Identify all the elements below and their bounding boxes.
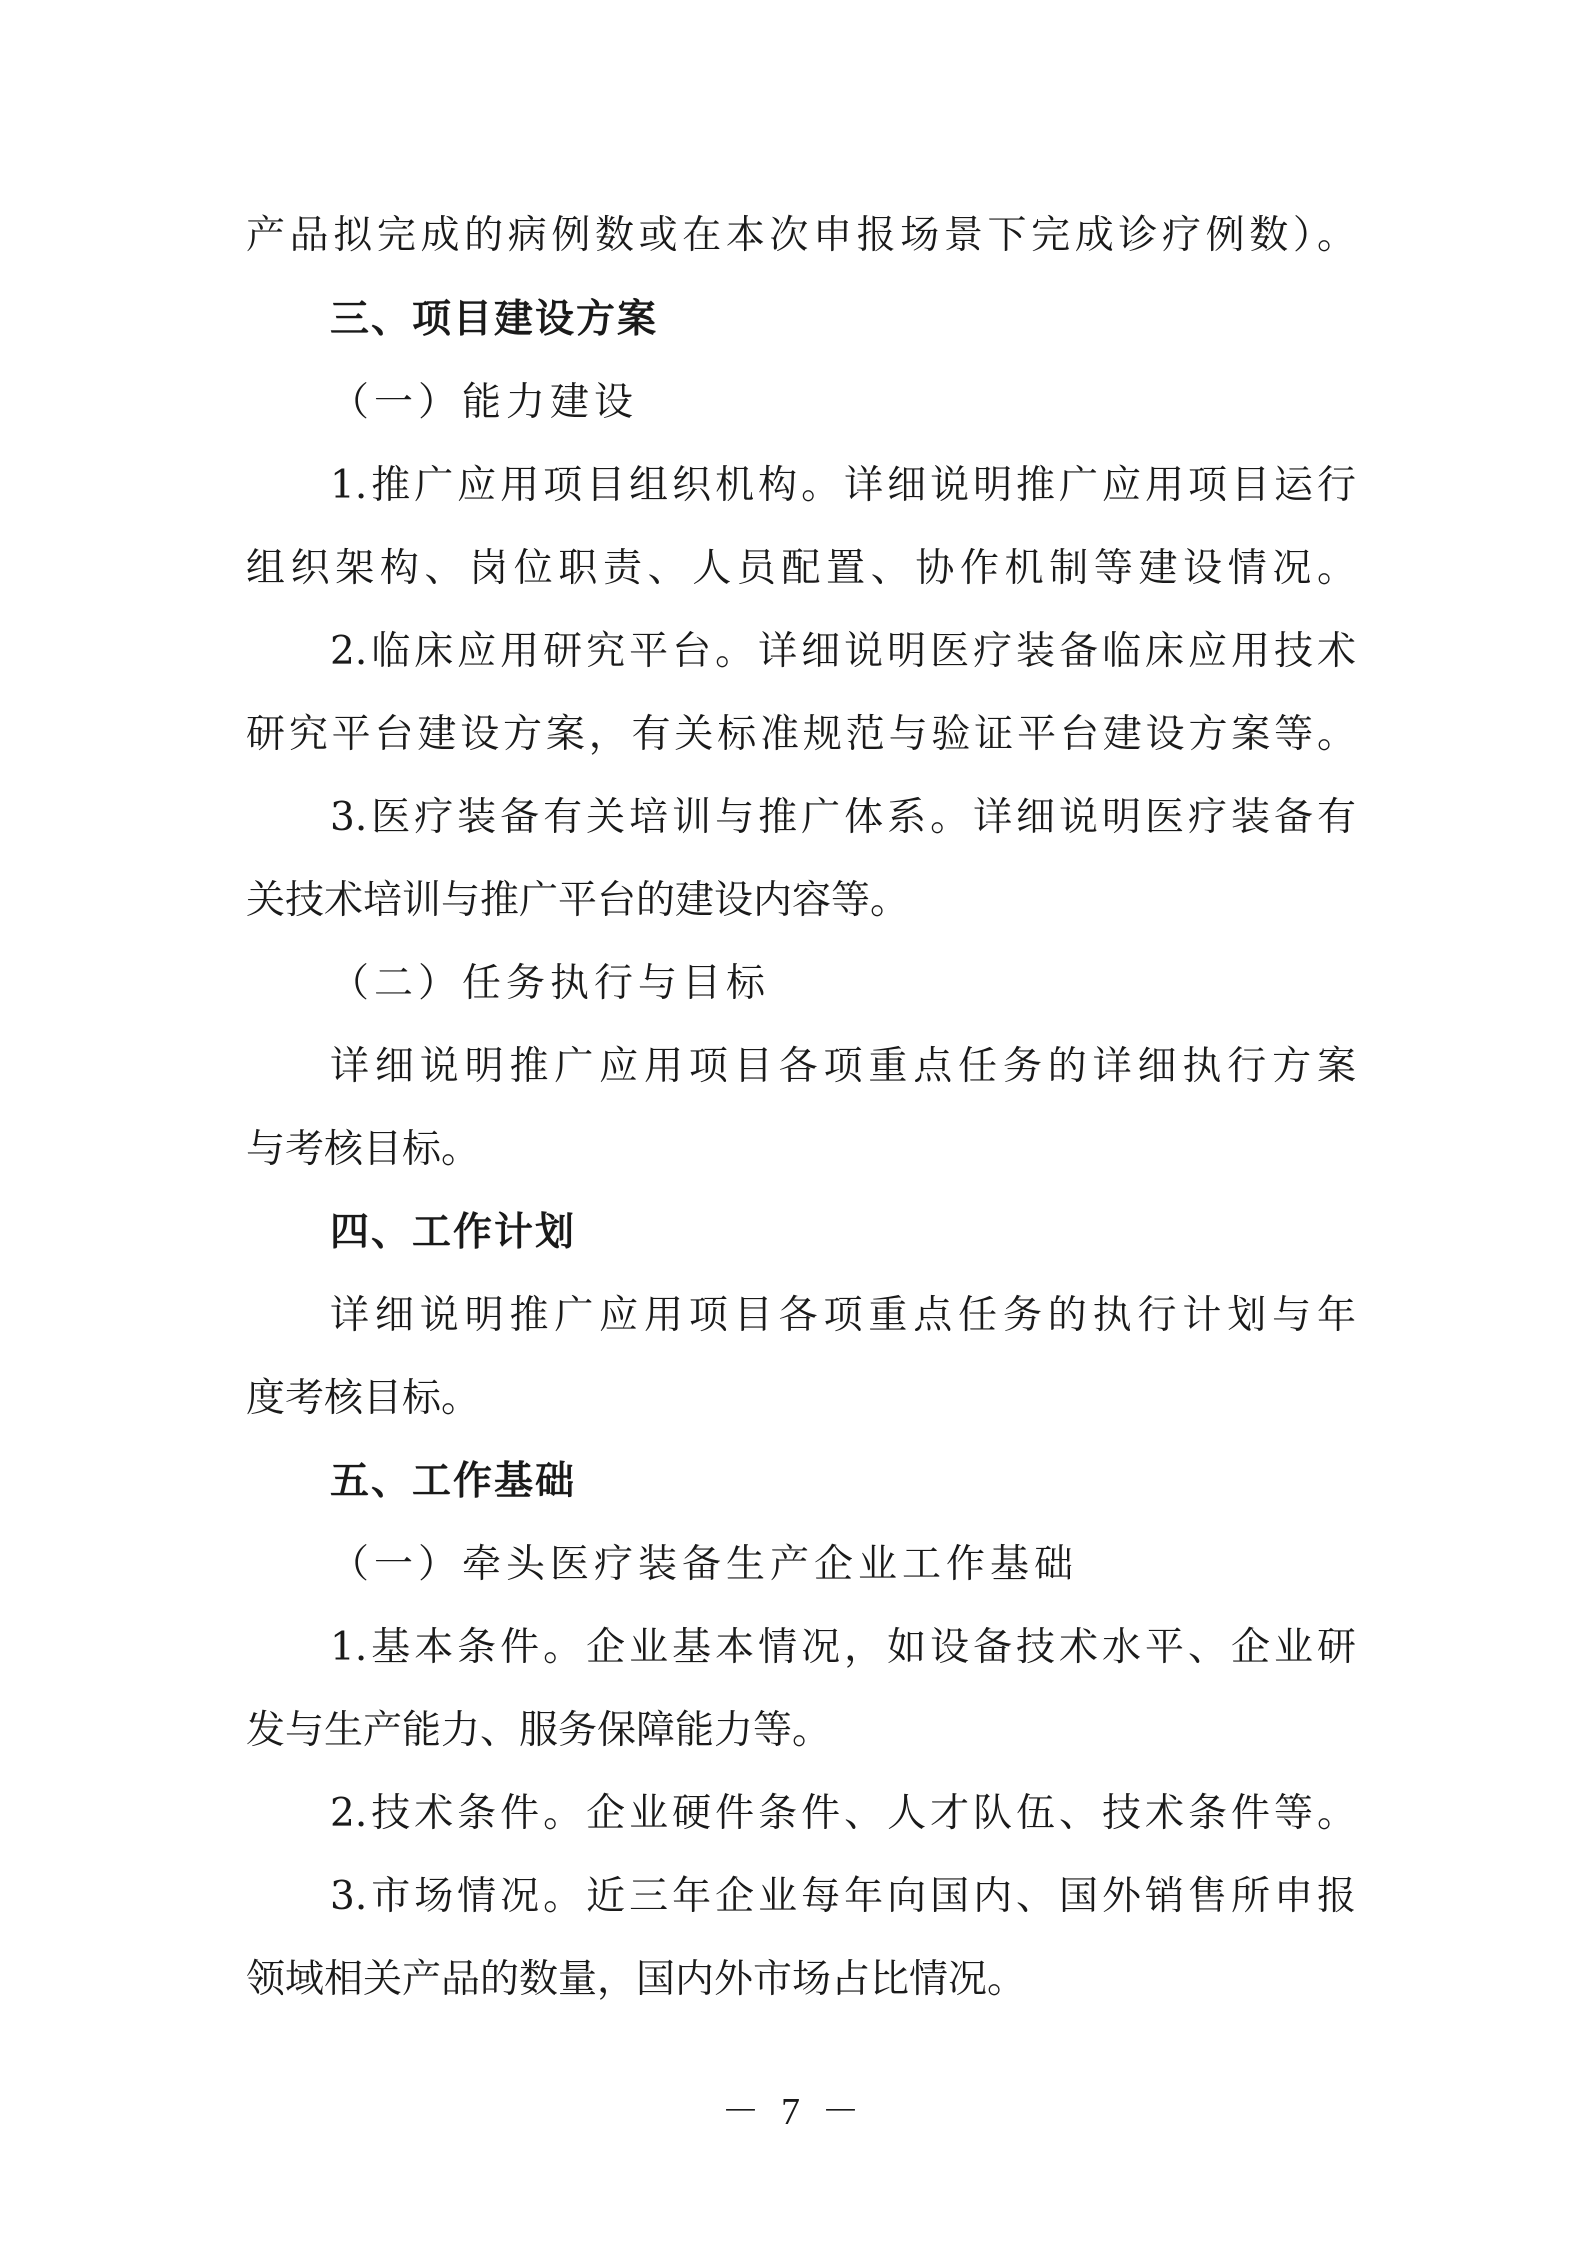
paragraph-line: 研究平台建设方案，有关标准规范与验证平台建设方案等。 [246, 712, 1356, 757]
paragraph-line: 与考核目标。 [246, 1127, 481, 1172]
paragraph-line: 组织架构、岗位职责、人员配置、协作机制等建设情况。 [246, 546, 1356, 591]
paragraph-line: 详细说明推广应用项目各项重点任务的执行计划与年 [330, 1293, 1356, 1338]
paragraph-line: 1.推广应用项目组织机构。详细说明推广应用项目运行 [330, 463, 1356, 508]
paragraph-line: 2.临床应用研究平台。详细说明医疗装备临床应用技术 [330, 629, 1356, 674]
paragraph-line: 发与生产能力、服务保障能力等。 [246, 1708, 832, 1753]
paragraph-line: 度考核目标。 [246, 1376, 481, 1421]
paragraph-line: 1.基本条件。企业基本情况，如设备技术水平、企业研 [330, 1625, 1356, 1670]
paragraph-line: 关技术培训与推广平台的建设内容等。 [246, 878, 910, 923]
section-heading-five: 五、工作基础 [330, 1459, 577, 1504]
paragraph-line: 3.医疗装备有关培训与推广体系。详细说明医疗装备有 [330, 795, 1356, 840]
subsection-heading-capability: （一）能力建设 [330, 380, 639, 425]
page-number: － 7 － [721, 2091, 866, 2133]
section-heading-four: 四、工作计划 [330, 1210, 577, 1255]
paragraph-line: 领域相关产品的数量，国内外市场占比情况。 [246, 1957, 1027, 2002]
paragraph-line: 详细说明推广应用项目各项重点任务的详细执行方案 [330, 1044, 1356, 1089]
paragraph-line: 2.技术条件。企业硬件条件、人才队伍、技术条件等。 [330, 1791, 1356, 1836]
subsection-heading-tasks: （二）任务执行与目标 [330, 961, 771, 1006]
paragraph-line: 产品拟完成的病例数或在本次申报场景下完成诊疗例数）。 [246, 213, 1356, 258]
paragraph-line: 3.市场情况。近三年企业每年向国内、国外销售所申报 [330, 1874, 1356, 1919]
section-heading-three: 三、项目建设方案 [330, 297, 659, 342]
subsection-heading-foundation: （一）牵头医疗装备生产企业工作基础 [330, 1542, 1079, 1587]
